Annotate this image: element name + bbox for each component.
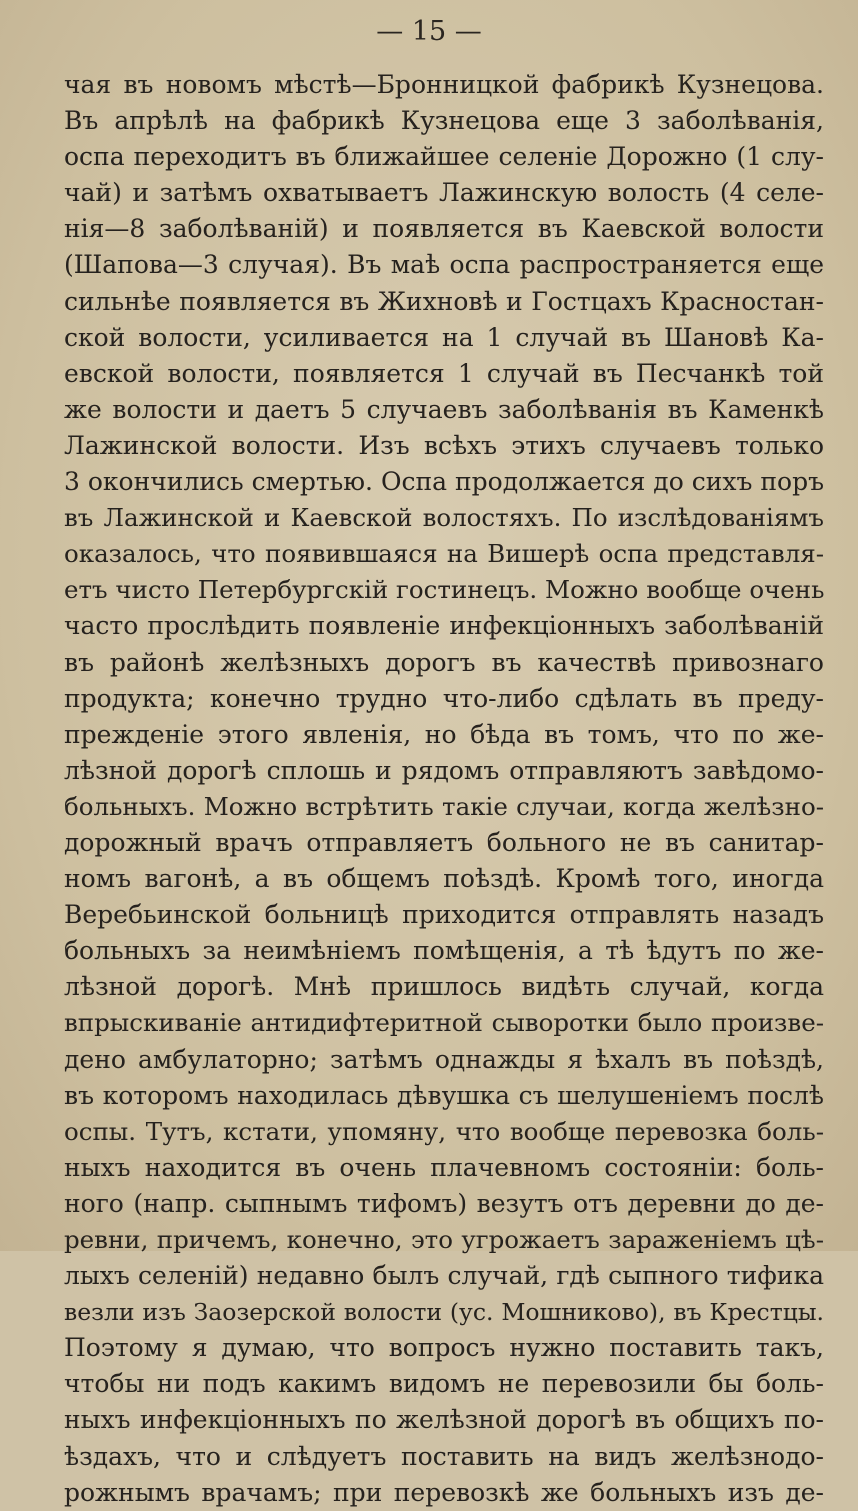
text-line: часто прослѣдить появленіе инфекціонныхъ заболѣваній xyxy=(64,611,824,641)
text-line: ного (напр. сыпнымъ тифомъ) везутъ отъ деревни до де- xyxy=(64,1188,824,1218)
text-line: ской волости, усиливается на 1 случай въ Шановѣ Ка- xyxy=(64,322,824,352)
text-line: впрыскиваніе антидифтеритной сыворотки было произве- xyxy=(64,1008,824,1038)
text-line: больныхъ. Можно встрѣтить такіе случаи, когда желѣзно- xyxy=(64,791,824,821)
text-line: чая въ новомъ мѣстѣ—Бронницкой фабрикѣ Кузнецова. xyxy=(64,70,824,99)
text-body xyxy=(64,67,824,1511)
text-line: продукта; конечно трудно что-либо сдѣлать въ преду- xyxy=(64,683,824,713)
text-line: въ которомъ находилась дѣвушка съ шелушеніемъ послѣ xyxy=(64,1080,824,1110)
text-line: же волости и даетъ 5 случаевъ заболѣванія въ Каменкѣ xyxy=(64,394,824,424)
text-line: лѣзной дорогѣ. Мнѣ пришлось видѣть случай, когда xyxy=(64,972,824,1002)
text-line: дено амбулаторно; затѣмъ однажды я ѣхалъ въ поѣздѣ, xyxy=(64,1044,824,1074)
text-line: въ районѣ желѣзныхъ дорогъ въ качествѣ привознаго xyxy=(64,647,824,677)
text-line: (Шапова—3 случая). Въ маѣ оспа распространяется еще xyxy=(64,250,824,280)
text-line: лыхъ селеній) недавно былъ случай, гдѣ сыпного тифика xyxy=(64,1261,824,1291)
text-line: больныхъ за неимѣніемъ помѣщенія, а тѣ ѣдутъ по же- xyxy=(64,936,824,966)
text-line: рожнымъ врачамъ; при перевозкѣ же больныхъ изъ де- xyxy=(64,1477,824,1507)
text-line: етъ чисто Петербургскій гостинецъ. Можно вообще очень xyxy=(64,575,825,605)
text-line: ѣздахъ, что и слѣдуетъ поставить на видъ желѣзнодо- xyxy=(64,1441,824,1471)
text-line: ревни, причемъ, конечно, это угрожаетъ зараженіемъ цѣ- xyxy=(64,1225,824,1254)
text-line: Поэтому я думаю, что вопросъ нужно поставить такъ, xyxy=(64,1333,824,1363)
text-line: евской волости, появляется 1 случай въ Песчанкѣ той xyxy=(64,358,824,388)
text-line: чтобы ни подъ какимъ видомъ не перевозили бы боль- xyxy=(64,1369,824,1399)
text-line: прежденіе этого явленія, но бѣда въ томъ, что по же- xyxy=(64,719,824,749)
text-line: чай) и затѣмъ охватываетъ Лажинскую волость (4 селе- xyxy=(64,178,824,208)
text-line: 3 окончились смертью. Оспа продолжается до сихъ поръ xyxy=(64,467,824,497)
page-number: — 15 — xyxy=(376,16,482,47)
text-line: везли изъ Заозерской волости (ус. Мошниково), въ Крестцы. xyxy=(64,1298,824,1327)
text-line: сильнѣе появляется въ Жихновѣ и Гостцахъ Красностан- xyxy=(64,286,824,316)
text-line: Въ апрѣлѣ на фабрикѣ Кузнецова еще 3 заболѣванія, xyxy=(64,106,824,136)
text-line: оспа переходитъ въ ближайшее селеніе Дорожно (1 слу- xyxy=(64,142,824,172)
text-line: нія—8 заболѣваній) и появляется въ Каевской волости xyxy=(64,214,824,244)
text-line: лѣзной дорогѣ сплошь и рядомъ отправляютъ завѣдомо- xyxy=(64,755,824,785)
text-line: оспы. Тутъ, кстати, упомяну, что вообще перевозка боль- xyxy=(64,1116,824,1146)
text-line: ныхъ инфекціонныхъ по желѣзной дорогѣ въ общихъ по- xyxy=(64,1405,824,1435)
text-line: номъ вагонѣ, а въ общемъ поѣздѣ. Кромѣ того, иногда xyxy=(64,864,824,894)
text-line: въ Лажинской и Каевской волостяхъ. По изслѣдованіямъ xyxy=(64,503,824,533)
text-line: оказалось, что появившаяся на Вишерѣ оспа представля- xyxy=(64,539,824,569)
text-line: Веребьинской больницѣ приходится отправлять назадъ xyxy=(64,900,824,930)
text-line: Лажинской волости. Изъ всѣхъ этихъ случаевъ только xyxy=(64,430,824,460)
text-line: дорожный врачъ отправляетъ больного не въ санитар- xyxy=(64,827,824,857)
text-line: ныхъ находится въ очень плачевномъ состояніи: боль- xyxy=(64,1152,824,1182)
